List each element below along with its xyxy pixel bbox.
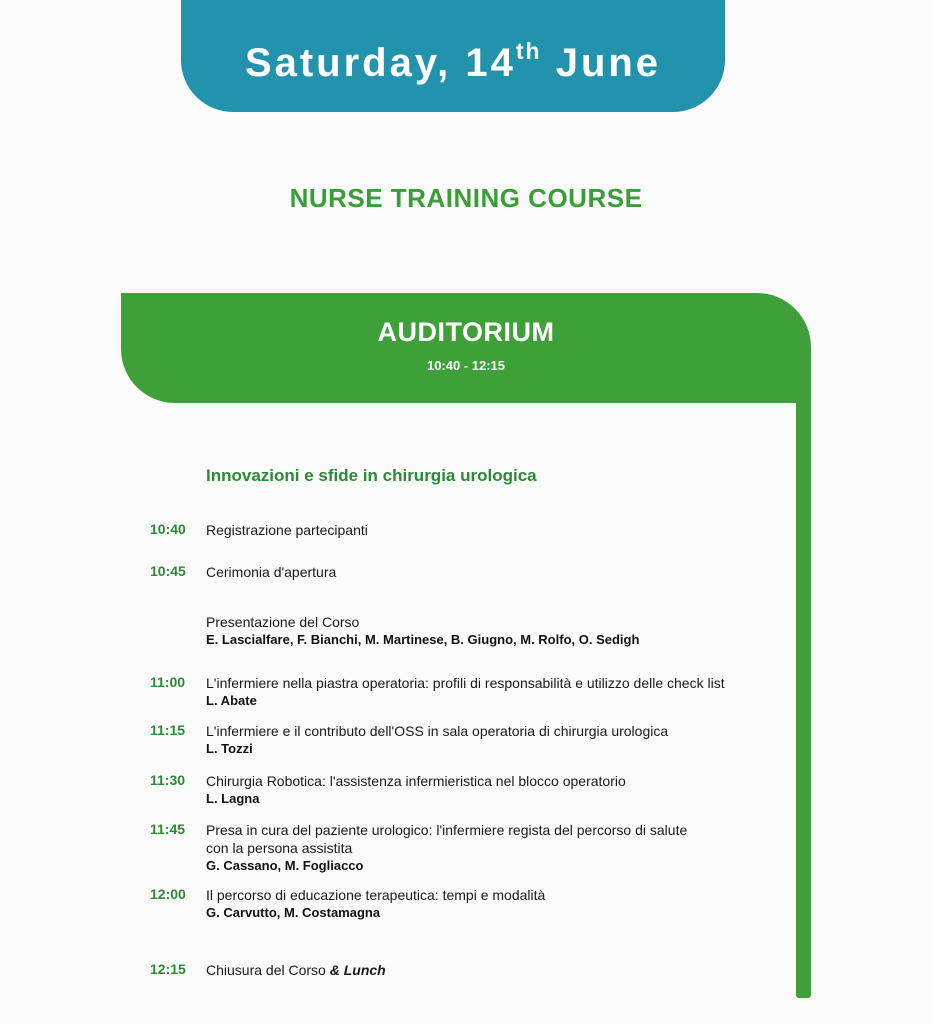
- program-title-line: [206, 961, 786, 979]
- program-title: Chirurgia Robotica: l'assistenza infermieristica nel blocco operatorio: [206, 773, 626, 789]
- program-time: 11:30: [150, 772, 186, 788]
- program-time: 12:15: [150, 961, 186, 977]
- program-speakers: G. Carvutto, M. Costamagna: [206, 905, 381, 920]
- lunch-label: & Lunch: [329, 962, 386, 978]
- program-title: L'infermiere nella piastra operatoria: profili di responsabilità e utilizzo delle check list: [206, 675, 725, 691]
- program-speakers: L. Abate: [206, 693, 257, 708]
- course-title: NURSE TRAINING COURSE: [289, 183, 643, 213]
- program-speakers: G. Cassano, M. Fogliacco: [206, 858, 364, 873]
- program-time: 11:45: [150, 821, 186, 837]
- program-title: Presa in cura del paziente urologico: l'infermiere regista del percorso di salute: [206, 822, 688, 838]
- program-title: Registrazione partecipanti: [206, 522, 368, 538]
- program-time: 10:45: [150, 563, 186, 579]
- decorative-rail: [796, 380, 811, 998]
- program-time: 12:00: [150, 886, 186, 902]
- program-title: Chiusura del Corso: [206, 962, 326, 978]
- program-speakers: L. Lagna: [206, 791, 260, 806]
- program-time: 11:15: [150, 722, 186, 738]
- program-title: Presentazione del Corso: [206, 614, 360, 630]
- program-time: 11:00: [150, 674, 186, 690]
- room-name: AUDITORIUM: [377, 317, 555, 347]
- session-title: Innovazioni e sfide in chirurgia urologica: [206, 466, 537, 485]
- room-time-range: 10:40 - 12:15: [426, 358, 506, 373]
- program-title: Il percorso di educazione terapeutica: tempi e modalità: [206, 887, 546, 903]
- program-title-continued: con la persona assistita: [206, 840, 353, 856]
- program-speakers: L. Tozzi: [206, 741, 253, 756]
- program-title: Cerimonia d'apertura: [206, 564, 337, 580]
- program-title: L'infermiere e il contributo dell'OSS in sala operatoria di chirurgia urologica: [206, 723, 669, 739]
- program-time: 10:40: [150, 521, 186, 537]
- date-banner: [181, 0, 725, 112]
- event-date: Saturday, 14th June: [244, 38, 662, 85]
- program-speakers: E. Lascialfare, F. Bianchi, M. Martinese, B. Giugno, M. Rolfo, O. Sedigh: [206, 632, 640, 647]
- room-header: [121, 293, 811, 403]
